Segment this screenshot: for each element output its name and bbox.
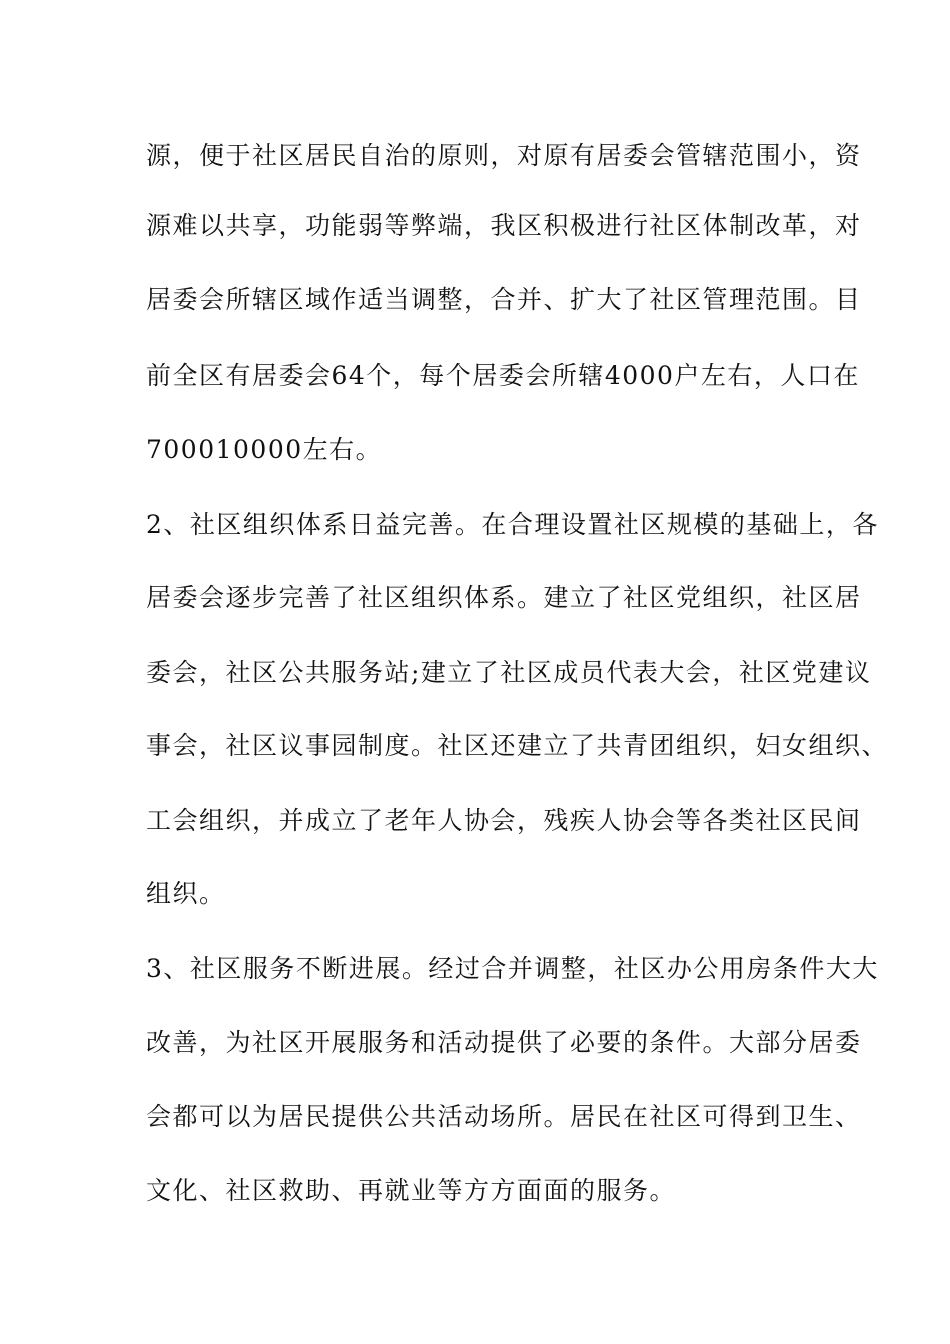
text-line: 文化、社区救助、再就业等方方面面的服务。 (146, 1176, 677, 1205)
text-line: 居委会所辖区域作适当调整，合并、扩大了社区管理范围。目 (146, 285, 862, 314)
text-line: 源，便于社区居民自治的原则，对原有居委会管辖范围小，资 (146, 141, 862, 170)
text-line: 前全区有居委会64个，每个居委会所辖4000户左右，人口在 (146, 361, 860, 390)
text-line: 3、社区服务不断进展。经过合并调整，社区办公用房条件大大 (146, 954, 879, 983)
text-line: 会都可以为居民提供公共活动场所。居民在社区可得到卫生、 (146, 1102, 862, 1131)
text-line: 工会组织，并成立了老年人协会，残疾人协会等各类社区民间 (146, 806, 862, 835)
text-line: 委会，社区公共服务站;建立了社区成员代表大会，社区党建议 (146, 658, 872, 687)
text-line: 2、社区组织体系日益完善。在合理设置社区规模的基础上，各 (146, 510, 879, 539)
text-line: 居委会逐步完善了社区组织体系。建立了社区党组织，社区居 (146, 583, 862, 612)
text-line: 700010000左右。 (146, 435, 383, 464)
text-line: 源难以共享，功能弱等弊端，我区积极进行社区体制改革，对 (146, 211, 862, 240)
text-line: 改善，为社区开展服务和活动提供了必要的条件。大部分居委 (146, 1028, 862, 1057)
text-line: 组织。 (146, 879, 226, 908)
text-line: 事会，社区议事园制度。社区还建立了共青团组织，妇女组织、 (146, 731, 889, 760)
